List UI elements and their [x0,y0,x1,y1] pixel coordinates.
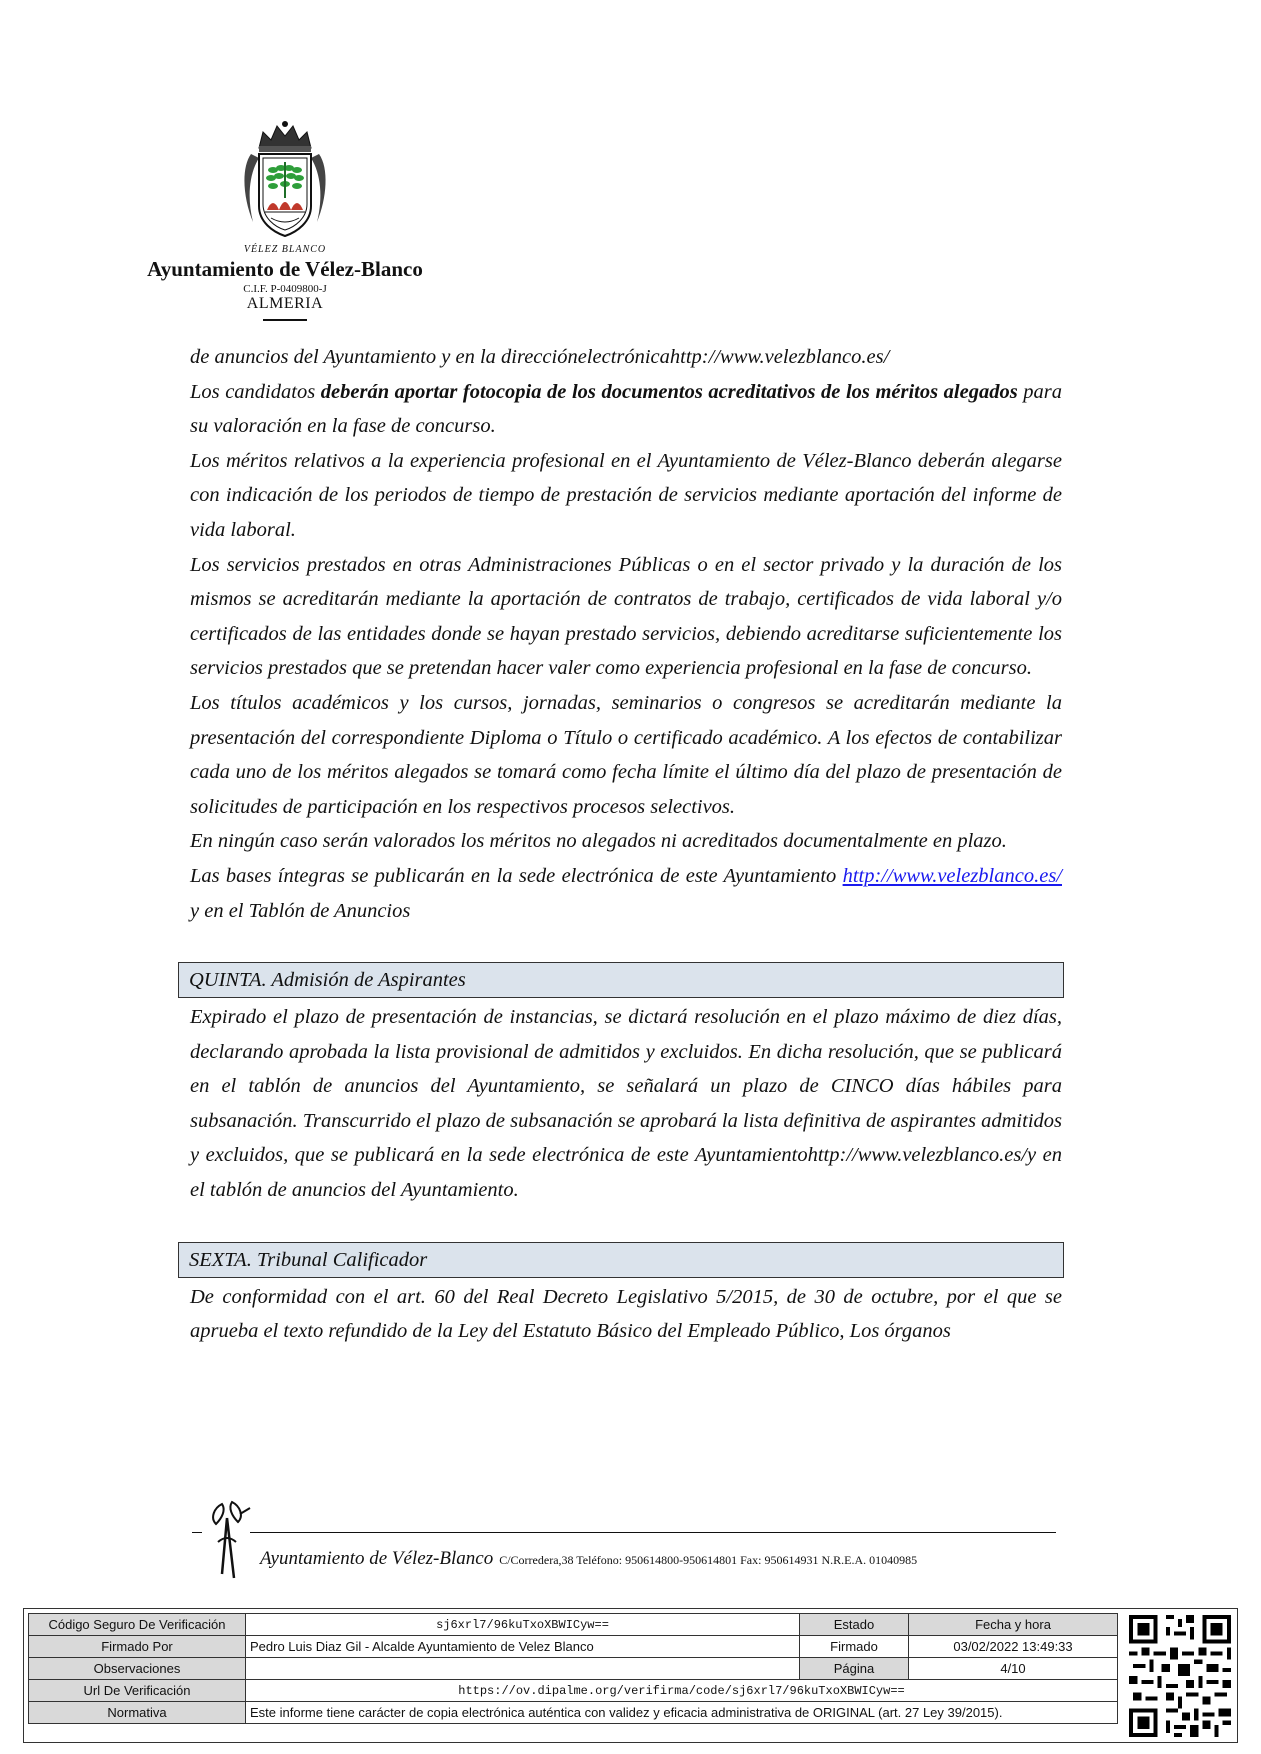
normativa-label: Normativa [29,1702,246,1724]
firmado-value: Pedro Luis Diaz Gil - Alcalde Ayuntamiento de Velez Blanco [246,1636,800,1658]
coat-of-arms-logo [237,118,333,246]
paragraph: Los méritos relativos a la experiencia profesional en el Ayuntamiento de Vélez-Blanco deberán alegarse con indicación de los periodos de tiempo de prestación de servicios mediante aportación del informe de vida laboral. [190,449,1062,541]
footer-org-name: Ayuntamiento de Vélez-Blanco [260,1548,494,1569]
paragraph: De conformidad con el art. 60 del Real Decreto Legislativo 5/2015, de 30 de octubre, por el que se aprueba el texto refundido de la Ley del Estatuto Básico del Empleado Público, Los órganos [190,1285,1062,1343]
text-run: Las bases íntegras se publicarán en la sede electrónica de este Ayuntamiento [190,864,843,887]
signature-verification-box [23,1608,1238,1743]
website-link[interactable]: http://www.velezblanco.es/ [842,864,1062,887]
firmado-label: Firmado Por [29,1636,246,1658]
table-row [29,1658,1118,1680]
section-heading-sexta: SEXTA. Tribunal Calificador [178,1242,1064,1278]
fecha-value: 03/02/2022 13:49:33 [909,1636,1118,1658]
bold-text: deberán aportar fotocopia de los documentos acreditativos de los méritos alegados [320,380,1018,403]
paragraph: Los títulos académicos y los cursos, jornadas, seminarios o congresos se acreditarán mediante la presentación del correspondiente Diploma o Título o certificado académico. A los efectos de contabilizar cada uno de los méritos alegados se tomará como fecha límite el último día del plazo de presentación de solicitudes de participación en los respectivos procesos selectivos. [190,691,1062,818]
paragraph: En ningún caso serán valorados los méritos no alegados ni acreditados documentalmente en plazo. [190,830,1007,853]
text-run: Los candidatos [190,380,321,403]
normativa-value: Este informe tiene carácter de copia electrónica auténtica con validez y eficacia administrativa de ORIGINAL (art. 27 Ley 39/2015). [246,1702,1118,1724]
province: ALMERIA [246,295,324,312]
observaciones-label: Observaciones [29,1658,246,1680]
spacer [190,928,1062,962]
observaciones-value [246,1658,800,1680]
letterhead [120,118,450,321]
table-row [29,1702,1118,1724]
estado-value: Firmado [800,1636,909,1658]
text-run: y en el Tablón de Anuncios [190,899,411,922]
paragraph: Expirado el plazo de presentación de instancias, se dictará resolución en el plazo máximo de diez días, declarando aprobada la lista provisional de admitidos y excluidos. En dicha resolución, que se publicará en el tablón de anuncios del Ayuntamiento, se señalará un plazo de CINCO días hábiles para subsanación. Transcurrido el plazo de subsanación se aprobará la lista definitiva de aspirantes admitidos y excluidos, que se publicará en la sede electrónica de este Ayuntamientohttp://www.velezblanco.es/y en el tablón de anuncios del Ayuntamiento. [190,1006,1062,1202]
verification-table [28,1613,1118,1724]
crest-caption: VÉLEZ BLANCO [243,244,327,255]
footer-divider [250,1532,1056,1533]
table-row [29,1636,1118,1658]
footer-emblem-logo [192,1494,262,1584]
paragraph [190,375,1062,444]
pagina-label: Página [800,1658,909,1680]
document-body [190,340,1062,1349]
qr-code-icon [1129,1615,1231,1737]
estado-label: Estado [800,1614,909,1636]
tax-id: C.I.F. P-0409800-J [243,283,327,295]
csv-value: sj6xrl7/96kuTxoXBWICyw== [246,1614,800,1636]
spacer [190,1208,1062,1242]
table-row [29,1614,1118,1636]
header-divider [263,319,307,321]
paragraph [190,859,1062,928]
organization-name: Ayuntamiento de Vélez-Blanco [147,257,423,281]
pagina-value: 4/10 [909,1658,1118,1680]
paragraph: de anuncios del Ayuntamiento y en la direcciónelectrónicahttp://www.velezblanco.es/ [190,346,890,368]
footer-contact: C/Corredera,38 Teléfono: 950614800-950614801 Fax: 950614931 N.R.E.A. 01040985 [499,1553,918,1567]
table-row [29,1680,1118,1702]
url-label: Url De Verificación [29,1680,246,1702]
verification-url[interactable]: https://ov.dipalme.org/verifirma/code/sj6xrl7/96kuTxoXBWICyw== [246,1680,1118,1702]
section-heading-quinta: QUINTA. Admisión de Aspirantes [178,962,1064,998]
text-run: para su valoración en la fase de concurso. [190,380,1063,438]
paragraph: Los servicios prestados en otras Administraciones Públicas o en el sector privado y la duración de los mismos se acreditarán mediante la aportación de contratos de trabajo, certificados de vida laboral y/o certificados de las entidades donde se hayan prestado servicios, debiendo acreditarse suficientemente los servicios prestados que se pretendan hacer valer como experiencia profesional en la fase de concurso. [190,553,1062,680]
footer-address [260,1548,1060,1570]
csv-label: Código Seguro De Verificación [29,1614,246,1636]
fecha-label: Fecha y hora [909,1614,1118,1636]
